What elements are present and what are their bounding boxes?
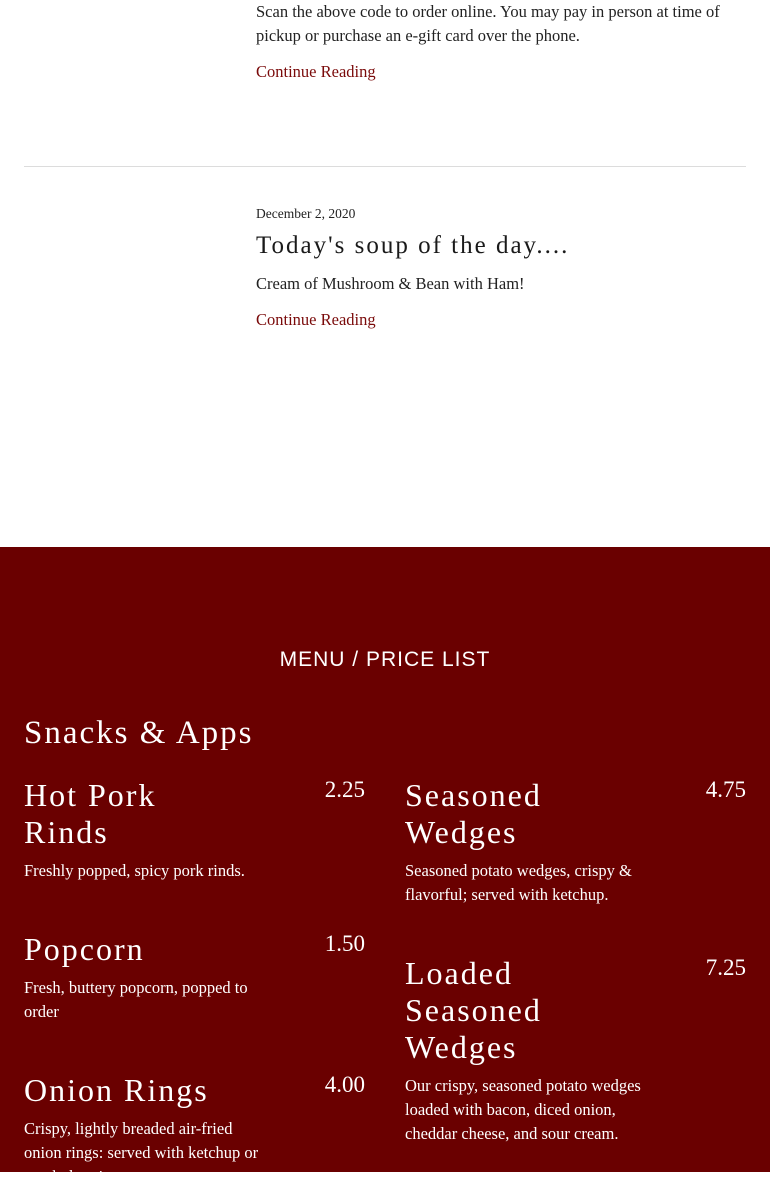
post-soup-of-the-day [256,206,746,330]
menu-item [405,955,746,1146]
post-title[interactable]: Today's soup of the day.... [256,232,570,259]
post-excerpt: Cream of Mushroom & Bean with Ham! [256,274,525,293]
menu-item-price: 4.75 [705,777,746,802]
post-divider [24,166,746,167]
menu-item-name: Popcorn [24,931,145,967]
menu-price-list-section [0,547,770,1186]
menu-item [24,777,365,883]
menu-item-description: Freshly popped, spicy pork rinds. [24,861,245,880]
menu-item-name: Loaded Seasoned Wedges [405,955,542,1065]
blog-posts-section [0,0,770,547]
menu-item-price: 4.00 [324,1072,365,1097]
menu-item [24,931,365,1024]
menu-item-description: Seasoned potato wedges, crispy & flavorful; served with ketchup. [405,861,632,904]
menu-item-description: Fresh, buttery popcorn, popped to order [24,978,248,1021]
menu-item-description: Our crispy, seasoned potato wedges loaded with bacon, diced onion, cheddar cheese, and sour cream. [405,1076,641,1143]
menu-item [24,1072,365,1189]
continue-reading-link[interactable]: Continue Reading [256,62,376,81]
section-title-snacks: Snacks & Apps [24,715,254,751]
menu-item-description: Crispy, lightly breaded air-fried onion rings: served with ketchup or ranch dressing. [24,1119,259,1186]
menu-item [405,777,746,907]
menu-item-price: 2.25 [324,777,365,802]
menu-item-name: Hot Pork Rinds [24,777,157,850]
post-previous [256,0,746,82]
menu-item-price: 1.50 [324,931,365,956]
continue-reading-link[interactable]: Continue Reading [256,310,376,329]
menu-item-price: 7.25 [705,955,746,980]
menu-item-name: Onion Rings [24,1072,209,1108]
post-date: December 2, 2020 [256,206,356,221]
post-excerpt: Scan the above code to order online. You may pay in person at time of pickup or purchase an e-gift card over the phone. [256,2,720,45]
menu-heading: MENU / PRICE LIST [279,648,491,671]
menu-item-name: Seasoned Wedges [405,777,542,850]
